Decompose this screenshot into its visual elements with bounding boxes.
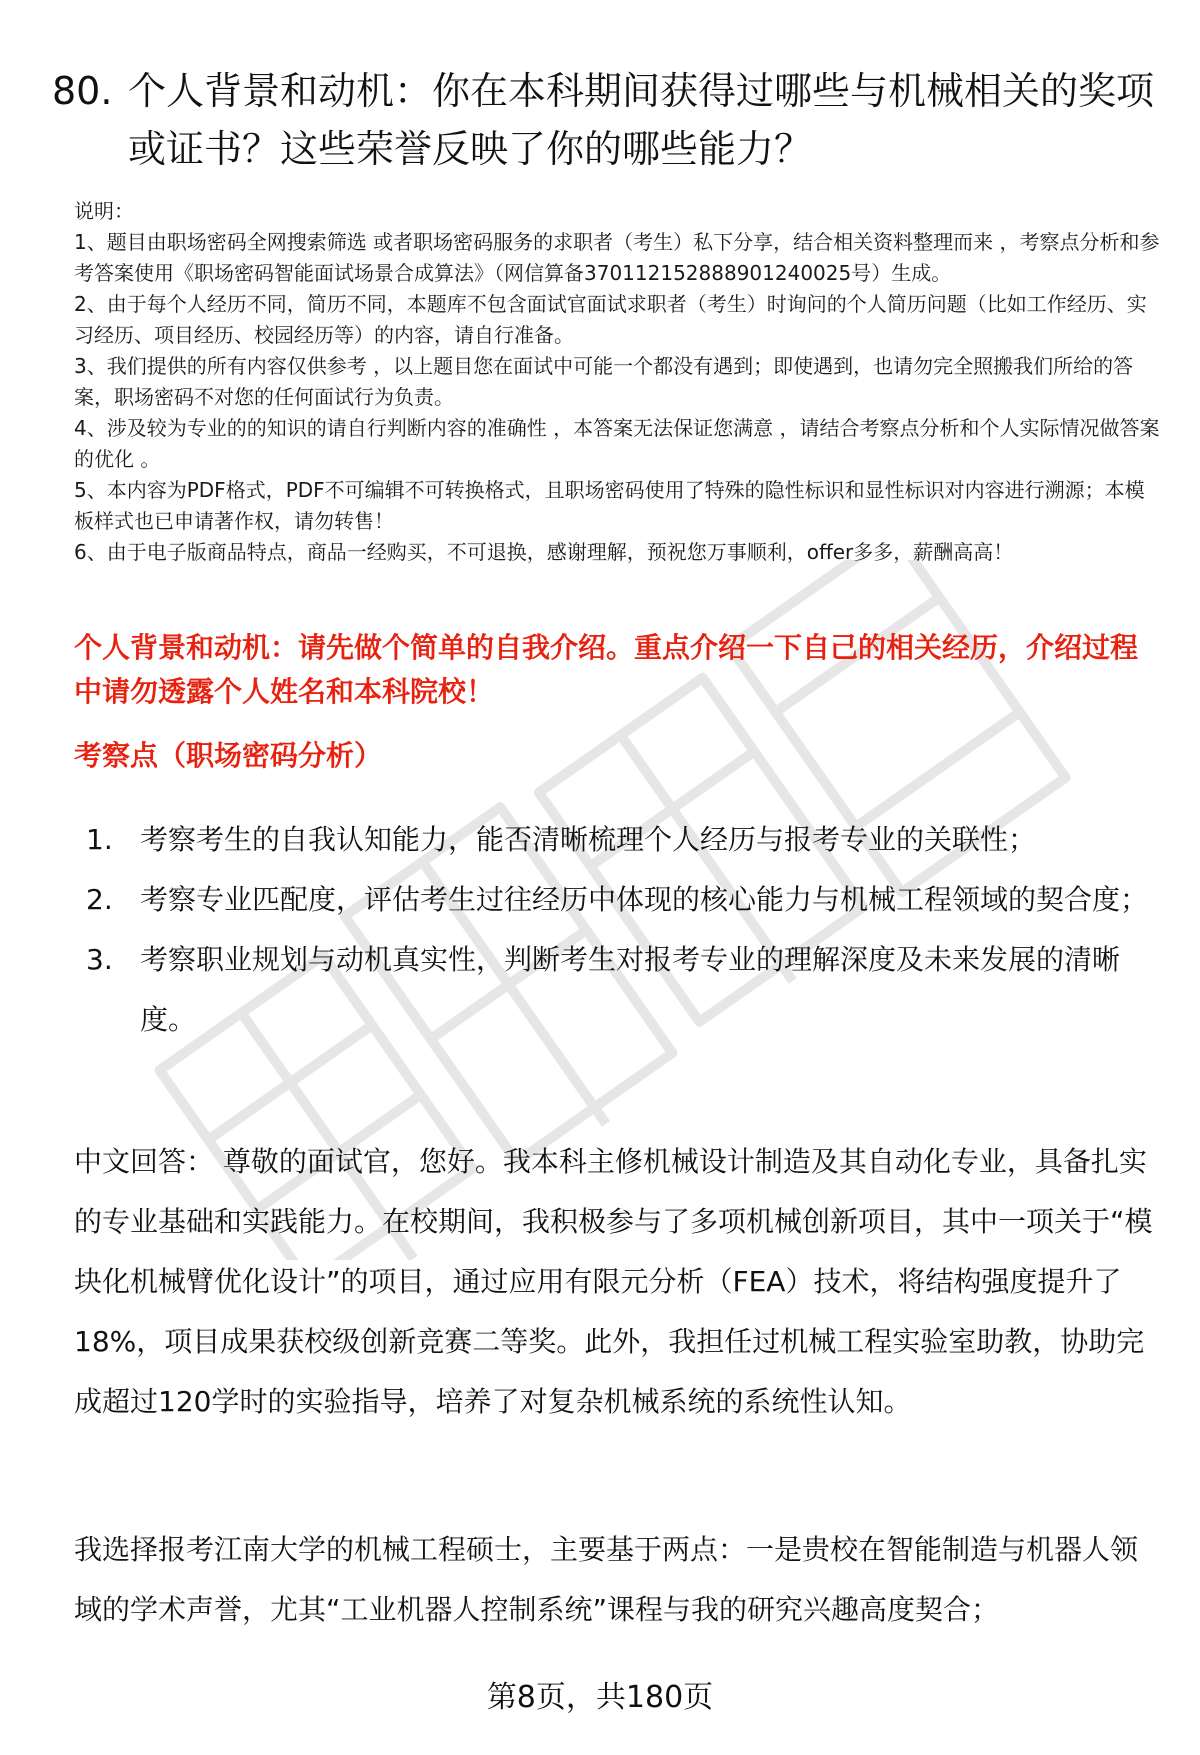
- list-item-number: 3.: [86, 943, 113, 976]
- note-item: 6、由于电子版商品特点，商品一经购买，不可退换，感谢理解，预祝您万事顺利，offer多多，薪酬高高！: [74, 540, 1014, 564]
- question-text: 个人背景和动机：你在本科期间获得过哪些与机械相关的奖项或证书？这些荣誉反映了你的哪些能力？: [128, 69, 1155, 171]
- list-item: [74, 810, 1154, 870]
- answer-paragraph-1: 中文回答： 尊敬的面试官，您好。我本科主修机械设计制造及其自动化专业，具备扎实的专业基础和实践能力。在校期间，我积极参与了多项机械创新项目，其中一项关于“模块化机械臂优化设计”的项目，通过应用有限元分析（FEA）技术，将结构强度提升了18%，项目成果获校级创新竞赛二等奖。此外，我担任过机械工程实验室助教，协助完成超过120学时的实验指导，培养了对复杂机械系统的系统性认知。: [74, 1145, 1153, 1418]
- list-item: [74, 870, 1154, 930]
- question-number: 80.: [52, 69, 113, 113]
- notes-block: [74, 196, 1164, 568]
- question-title: [52, 62, 1162, 178]
- list-item-number: 2.: [86, 883, 113, 916]
- list-item-text: 考察专业匹配度，评估考生过往经历中体现的核心能力与机械工程领域的契合度；: [140, 883, 1149, 916]
- notes-title: 说明：: [74, 199, 134, 223]
- note-item: 4、涉及较为专业的的知识的请自行判断内容的准确性 ，本答案无法保证您满意 ，请结合考察点分析和个人实际情况做答案的优化 。: [74, 416, 1160, 471]
- answer-paragraph-2: 我选择报考江南大学的机械工程硕士，主要基于两点：一是贵校在智能制造与机器人领域的学术声誉，尤其“工业机器人控制系统”课程与我的研究兴趣高度契合；: [74, 1533, 1139, 1626]
- list-item-text: 考察考生的自我认知能力，能否清晰梳理个人经历与报考专业的关联性；: [140, 823, 1037, 856]
- prompt-heading: 个人背景和动机：请先做个简单的自我介绍。重点介绍一下自己的相关经历，介绍过程中请勿透露个人姓名和本科院校！: [74, 631, 1139, 708]
- list-item-text: 考察职业规划与动机真实性，判断考生对报考专业的理解深度及未来发展的清晰度。: [140, 943, 1121, 1036]
- list-item-number: 1.: [86, 823, 113, 856]
- note-item: 2、由于每个人经历不同，简历不同，本题库不包含面试官面试求职者（考生）时询问的个人简历问题（比如工作经历、实习经历、项目经历、校园经历等）的内容，请自行准备。: [74, 292, 1147, 347]
- note-item: 1、题目由职场密码全网搜索筛选 或者职场密码服务的求职者（考生）私下分享，结合相关资料整理而来 ，考察点分析和参考答案使用《职场密码智能面试场景合成算法》（网信算备370112152888901240025号）生成。: [74, 230, 1160, 285]
- list-item: [74, 930, 1154, 1050]
- analysis-heading: 考察点（职场密码分析）: [74, 739, 383, 772]
- analysis-points-list: [74, 810, 1154, 1050]
- note-item: 3、我们提供的所有内容仅供参考 ，以上题目您在面试中可能一个都没有遇到；即使遇到，也请勿完全照搬我们所给的答案，职场密码不对您的任何面试行为负责。: [74, 354, 1134, 409]
- note-item: 5、本内容为PDF格式，PDF不可编辑不可转换格式，且职场密码使用了特殊的隐性标识和显性标识对内容进行溯源；本模板样式也已申请著作权，请勿转售！: [74, 478, 1145, 533]
- page-number-footer: 第8页，共180页: [486, 1680, 714, 1715]
